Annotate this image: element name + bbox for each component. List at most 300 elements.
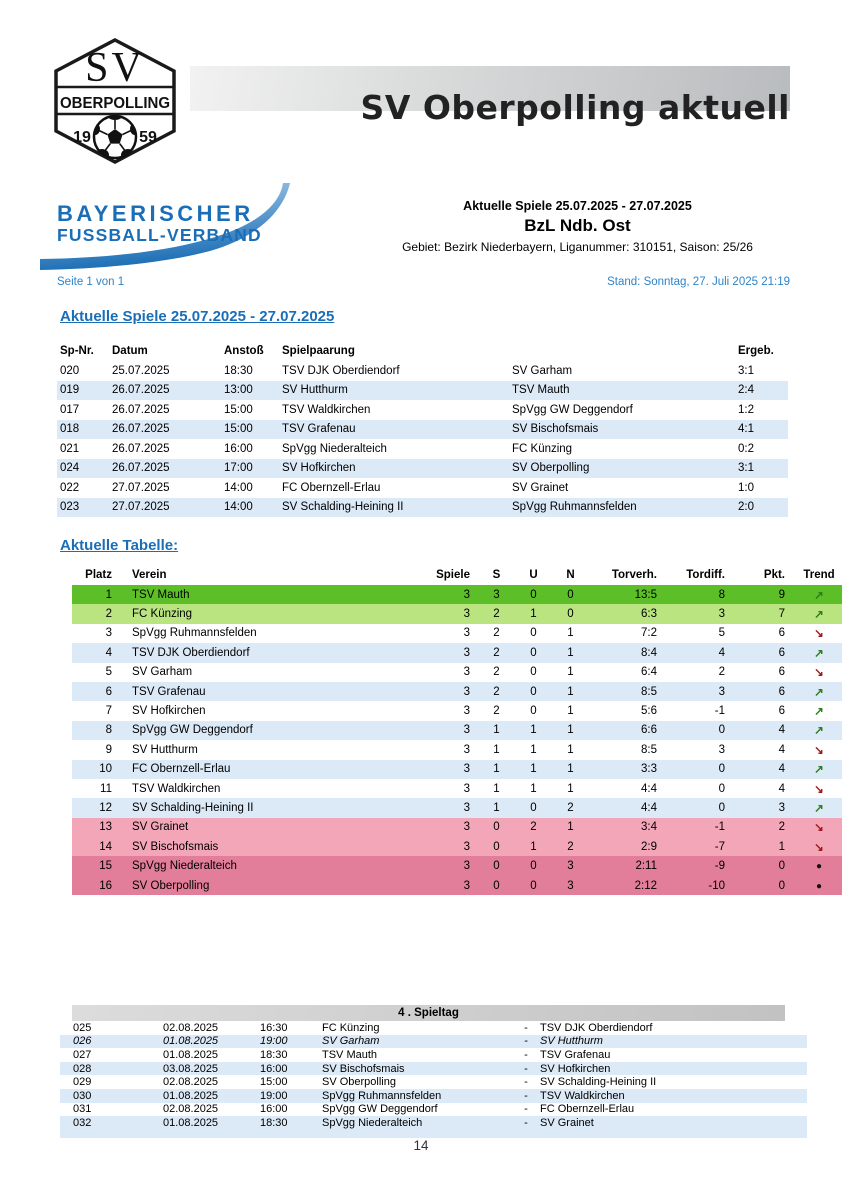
fixture-sep: - xyxy=(524,1116,528,1129)
league-row xyxy=(72,604,842,623)
match-heim: SV Schalding-Heining II xyxy=(282,501,404,514)
league-spiele: 3 xyxy=(463,821,470,834)
league-spiele: 3 xyxy=(463,685,470,698)
match-gast: SV Garham xyxy=(512,364,573,377)
match-anstoss: 14:00 xyxy=(224,481,253,494)
match-gast: SV Bischofsmais xyxy=(512,423,599,436)
league-row xyxy=(72,856,842,875)
trend-up-icon: ↗ xyxy=(814,802,824,815)
fixture-zeit: 19:00 xyxy=(260,1089,288,1102)
league-u: 2 xyxy=(530,821,537,834)
league-trend xyxy=(795,779,842,798)
trend-down-icon: ↘ xyxy=(814,628,824,641)
stand-timestamp: Stand: Sonntag, 27. Juli 2025 21:19 xyxy=(607,276,790,288)
match-gast: SpVgg Ruhmannsfelden xyxy=(512,501,637,514)
matches-table xyxy=(57,341,788,517)
league-platz: 2 xyxy=(105,608,112,621)
league-s: 2 xyxy=(493,608,500,621)
league-n: 2 xyxy=(567,840,574,853)
league-tordiff: 2 xyxy=(718,666,725,679)
league-s: 3 xyxy=(493,588,500,601)
league-platz: 13 xyxy=(99,821,112,834)
league-trend xyxy=(795,585,842,604)
league-s: 0 xyxy=(493,879,500,892)
league-platz: 5 xyxy=(105,666,112,679)
league-row xyxy=(72,837,842,856)
league-spiele: 3 xyxy=(463,801,470,814)
league-u: 0 xyxy=(530,627,537,640)
league-s: 0 xyxy=(493,821,500,834)
league-row xyxy=(72,643,842,662)
fixture-sep: - xyxy=(524,1048,528,1061)
fixture-sep: - xyxy=(524,1021,528,1034)
league-verein: FC Künzing xyxy=(132,608,193,621)
league-col-s: S xyxy=(492,569,501,581)
match-spnr: 019 xyxy=(60,384,80,397)
league-platz: 12 xyxy=(99,801,112,814)
league-col-torverh: Torverh. xyxy=(611,569,657,581)
league-verein: TSV DJK Oberdiendorf xyxy=(132,646,250,659)
fixture-heim: TSV Mauth xyxy=(322,1048,378,1061)
league-n: 1 xyxy=(567,724,574,737)
league-torverh: 8:5 xyxy=(641,685,657,698)
match-row xyxy=(57,439,788,459)
league-u: 1 xyxy=(530,782,537,795)
matches-col-datum: Datum xyxy=(112,345,148,357)
club-crest xyxy=(52,37,178,165)
trend-dot-icon: ● xyxy=(815,880,823,892)
league-u: 0 xyxy=(530,646,537,659)
fixture-sep: - xyxy=(524,1062,528,1075)
league-trend xyxy=(795,721,842,740)
league-tordiff: 4 xyxy=(718,646,725,659)
league-trend xyxy=(795,643,842,662)
bfv-wordmark-line1: BAYERISCHER xyxy=(57,201,254,226)
league-tordiff: -7 xyxy=(714,840,725,853)
fixture-zeit: 15:00 xyxy=(260,1076,288,1089)
league-spiele: 3 xyxy=(463,588,470,601)
league-header-meta: Gebiet: Bezirk Niederbayern, Liganummer: 310151, Saison: 25/26 xyxy=(402,240,753,254)
match-gast: SpVgg GW Deggendorf xyxy=(512,403,633,416)
fixture-datum: 02.08.2025 xyxy=(163,1021,219,1034)
bfv-header-block xyxy=(40,183,802,293)
league-spiele: 3 xyxy=(463,608,470,621)
bfv-wordmark-line2: FUSSBALL-VERBAND xyxy=(57,225,262,245)
league-n: 1 xyxy=(567,627,574,640)
league-header-name: BzL Ndb. Ost xyxy=(524,216,631,235)
league-trend xyxy=(795,624,842,643)
masthead-title: SV Oberpolling aktuell xyxy=(360,88,790,127)
league-u: 0 xyxy=(530,879,537,892)
league-pkt: 6 xyxy=(778,646,785,659)
league-platz: 6 xyxy=(105,685,112,698)
league-s: 1 xyxy=(493,763,500,776)
match-anstoss: 16:00 xyxy=(224,442,253,455)
fixture-row xyxy=(60,1116,807,1130)
league-platz: 4 xyxy=(105,646,112,659)
league-platz: 15 xyxy=(99,860,112,873)
fixtures-footer-stripe xyxy=(60,1130,807,1138)
league-n: 1 xyxy=(567,743,574,756)
league-tordiff: -9 xyxy=(714,860,725,873)
league-torverh: 2:9 xyxy=(641,840,657,853)
fixture-nr: 030 xyxy=(73,1089,92,1102)
league-s: 0 xyxy=(493,860,500,873)
fixture-row xyxy=(60,1075,807,1089)
league-n: 1 xyxy=(567,685,574,698)
league-col-platz: Platz xyxy=(85,569,112,581)
league-pkt: 6 xyxy=(778,666,785,679)
match-datum: 27.07.2025 xyxy=(112,481,170,494)
matchday-bar xyxy=(72,1005,785,1021)
match-gast: FC Künzing xyxy=(512,442,573,455)
league-verein: SV Hofkirchen xyxy=(132,705,206,718)
league-verein: SV Hutthurm xyxy=(132,743,198,756)
league-verein: SpVgg Niederalteich xyxy=(132,860,237,873)
match-heim: TSV Grafenau xyxy=(282,423,356,436)
league-n: 1 xyxy=(567,666,574,679)
fixture-zeit: 16:00 xyxy=(260,1062,288,1075)
league-tordiff: 3 xyxy=(718,608,725,621)
match-row xyxy=(57,361,788,381)
league-pkt: 6 xyxy=(778,685,785,698)
fixture-heim: SpVgg Ruhmannsfelden xyxy=(322,1089,442,1102)
match-row xyxy=(57,420,788,440)
fixture-datum: 01.08.2025 xyxy=(163,1116,219,1129)
fixture-datum: 01.08.2025 xyxy=(163,1089,219,1102)
league-pkt: 0 xyxy=(778,879,785,892)
league-s: 2 xyxy=(493,666,500,679)
league-trend xyxy=(795,604,842,623)
match-row xyxy=(57,400,788,420)
trend-up-icon: ↗ xyxy=(814,686,824,699)
league-row xyxy=(72,663,842,682)
fixtures-tbody xyxy=(60,1021,807,1130)
matches-col-spnr: Sp-Nr. xyxy=(60,345,94,357)
match-datum: 27.07.2025 xyxy=(112,501,170,514)
league-torverh: 2:12 xyxy=(634,879,657,892)
league-platz: 10 xyxy=(99,763,112,776)
league-verein: TSV Grafenau xyxy=(132,685,206,698)
match-anstoss: 15:00 xyxy=(224,423,253,436)
fixture-datum: 01.08.2025 xyxy=(163,1048,219,1061)
fixture-row xyxy=(60,1021,807,1035)
league-pkt: 7 xyxy=(778,608,785,621)
league-verein: SpVgg Ruhmannsfelden xyxy=(132,627,257,640)
match-anstoss: 14:00 xyxy=(224,501,253,514)
fixture-sep: - xyxy=(524,1076,528,1089)
league-col-spiele: Spiele xyxy=(436,569,470,581)
fixture-zeit: 19:00 xyxy=(260,1035,288,1048)
match-ergebnis: 1:0 xyxy=(738,481,754,494)
league-verein: SV Oberpolling xyxy=(132,879,210,892)
league-row xyxy=(72,585,842,604)
fixture-nr: 031 xyxy=(73,1103,92,1116)
league-u: 0 xyxy=(530,801,537,814)
league-tordiff: 3 xyxy=(718,743,725,756)
fixture-nr: 025 xyxy=(73,1021,92,1034)
league-header-daterange: Aktuelle Spiele 25.07.2025 - 27.07.2025 xyxy=(463,199,692,213)
match-spnr: 017 xyxy=(60,403,80,416)
league-trend xyxy=(795,856,842,875)
trend-down-icon: ↘ xyxy=(814,841,824,854)
league-s: 2 xyxy=(493,646,500,659)
league-tordiff: -10 xyxy=(708,879,725,892)
league-tordiff: 0 xyxy=(718,763,725,776)
league-platz: 11 xyxy=(100,782,112,795)
league-pkt: 4 xyxy=(778,763,785,776)
match-row xyxy=(57,478,788,498)
league-torverh: 3:3 xyxy=(641,763,657,776)
league-u: 1 xyxy=(530,608,537,621)
league-pkt: 3 xyxy=(778,801,785,814)
match-spnr: 018 xyxy=(60,423,80,436)
league-u: 0 xyxy=(530,705,537,718)
match-ergebnis: 1:2 xyxy=(738,403,754,416)
league-verein: SV Garham xyxy=(132,666,193,679)
league-u: 0 xyxy=(530,588,537,601)
league-spiele: 3 xyxy=(463,666,470,679)
match-anstoss: 13:00 xyxy=(224,384,253,397)
league-row xyxy=(72,740,842,759)
league-n: 0 xyxy=(567,588,574,601)
fixture-zeit: 18:30 xyxy=(260,1048,288,1061)
table-section-heading: Aktuelle Tabelle: xyxy=(60,537,179,554)
match-spnr: 023 xyxy=(60,501,80,514)
league-spiele: 3 xyxy=(463,879,470,892)
match-datum: 25.07.2025 xyxy=(112,364,170,377)
league-u: 1 xyxy=(530,724,537,737)
league-u: 0 xyxy=(530,860,537,873)
fixture-nr: 032 xyxy=(73,1116,92,1129)
league-torverh: 6:4 xyxy=(641,666,657,679)
fixture-nr: 026 xyxy=(73,1035,92,1048)
league-s: 2 xyxy=(493,705,500,718)
league-pkt: 2 xyxy=(778,821,785,834)
fixture-gast: SV Hofkirchen xyxy=(540,1062,611,1075)
league-verein: SV Grainet xyxy=(132,821,189,834)
fixture-gast: SV Grainet xyxy=(540,1116,594,1129)
league-tordiff: 8 xyxy=(718,588,725,601)
league-platz: 7 xyxy=(105,705,112,718)
league-header xyxy=(400,199,755,254)
league-s: 1 xyxy=(493,724,500,737)
trend-up-icon: ↗ xyxy=(814,706,824,719)
fixture-gast: TSV Waldkirchen xyxy=(540,1089,625,1102)
fixture-datum: 01.08.2025 xyxy=(163,1035,219,1048)
league-spiele: 3 xyxy=(463,724,470,737)
league-verein: SV Schalding-Heining II xyxy=(132,801,254,814)
league-pkt: 6 xyxy=(778,705,785,718)
league-row xyxy=(72,721,842,740)
match-ergebnis: 2:4 xyxy=(738,384,754,397)
league-trend xyxy=(795,837,842,856)
league-u: 1 xyxy=(530,840,537,853)
trend-dot-icon: ● xyxy=(815,861,823,873)
league-trend xyxy=(795,876,842,895)
match-gast: TSV Mauth xyxy=(512,384,570,397)
match-gast: SV Oberpolling xyxy=(512,462,590,475)
fixture-datum: 03.08.2025 xyxy=(163,1062,219,1075)
league-platz: 1 xyxy=(105,588,112,601)
league-col-tordiff: Tordiff. xyxy=(686,569,725,581)
league-verein: SpVgg GW Deggendorf xyxy=(132,724,253,737)
league-torverh: 3:4 xyxy=(641,821,657,834)
trend-down-icon: ↘ xyxy=(814,744,824,757)
trend-down-icon: ↘ xyxy=(814,667,824,680)
match-datum: 26.07.2025 xyxy=(112,403,170,416)
league-trend xyxy=(795,682,842,701)
match-ergebnis: 2:0 xyxy=(738,501,754,514)
match-datum: 26.07.2025 xyxy=(112,384,170,397)
trend-up-icon: ↗ xyxy=(814,764,824,777)
league-s: 1 xyxy=(493,801,500,814)
match-ergebnis: 4:1 xyxy=(738,423,754,436)
league-torverh: 4:4 xyxy=(641,782,657,795)
league-trend xyxy=(795,663,842,682)
league-pkt: 4 xyxy=(778,724,785,737)
crest-year-right: 59 xyxy=(139,129,157,146)
league-s: 1 xyxy=(493,743,500,756)
matches-col-anstoss: Anstoß xyxy=(224,345,264,357)
page-info: Seite 1 von 1 xyxy=(57,276,125,288)
league-torverh: 13:5 xyxy=(634,588,657,601)
match-spnr: 021 xyxy=(60,442,80,455)
league-row xyxy=(72,760,842,779)
matches-section-heading: Aktuelle Spiele 25.07.2025 - 27.07.2025 xyxy=(60,308,335,325)
league-tordiff: 3 xyxy=(718,685,725,698)
league-table xyxy=(72,565,842,895)
fixture-row xyxy=(60,1035,807,1049)
trend-up-icon: ↗ xyxy=(814,609,824,622)
league-tordiff: 0 xyxy=(718,801,725,814)
matchday-title: 4 . Spieltag xyxy=(398,1007,459,1019)
league-s: 2 xyxy=(493,627,500,640)
match-datum: 26.07.2025 xyxy=(112,423,170,436)
league-platz: 8 xyxy=(105,724,112,737)
match-row xyxy=(57,381,788,401)
matches-col-heim: Spielpaarung xyxy=(282,345,355,357)
league-row xyxy=(72,798,842,817)
league-n: 1 xyxy=(567,705,574,718)
match-row xyxy=(57,498,788,518)
league-pkt: 6 xyxy=(778,627,785,640)
crest-year-left: 19 xyxy=(73,129,91,146)
fixture-gast: SV Schalding-Heining II xyxy=(540,1076,657,1089)
league-torverh: 8:4 xyxy=(641,646,657,659)
league-n: 2 xyxy=(567,801,574,814)
fixture-row xyxy=(60,1103,807,1117)
league-row xyxy=(72,779,842,798)
league-torverh: 4:4 xyxy=(641,801,657,814)
match-datum: 26.07.2025 xyxy=(112,442,170,455)
league-pkt: 1 xyxy=(778,840,785,853)
league-row xyxy=(72,682,842,701)
fixture-row xyxy=(60,1089,807,1103)
league-n: 3 xyxy=(567,860,574,873)
league-torverh: 5:6 xyxy=(641,705,657,718)
fixture-sep: - xyxy=(524,1035,528,1048)
match-heim: TSV DJK Oberdiendorf xyxy=(282,364,400,377)
league-u: 1 xyxy=(530,743,537,756)
trend-up-icon: ↗ xyxy=(814,647,824,660)
fixture-zeit: 16:30 xyxy=(260,1021,288,1034)
trend-down-icon: ↘ xyxy=(814,822,824,835)
league-u: 1 xyxy=(530,763,537,776)
match-spnr: 024 xyxy=(60,462,80,475)
fixture-gast: SV Hutthurm xyxy=(540,1035,603,1048)
league-tordiff: 0 xyxy=(718,724,725,737)
league-n: 0 xyxy=(567,608,574,621)
league-s: 1 xyxy=(493,782,500,795)
league-spiele: 3 xyxy=(463,743,470,756)
league-n: 1 xyxy=(567,782,574,795)
league-n: 3 xyxy=(567,879,574,892)
crest-initials: SV xyxy=(85,45,145,91)
league-torverh: 2:11 xyxy=(635,860,657,873)
matches-col-ergebnis: Ergeb. xyxy=(738,345,774,357)
league-pkt: 9 xyxy=(778,588,785,601)
fixture-datum: 02.08.2025 xyxy=(163,1076,219,1089)
league-trend xyxy=(795,740,842,759)
league-row xyxy=(72,818,842,837)
league-tordiff: 5 xyxy=(718,627,725,640)
matches-col-gast xyxy=(512,341,738,361)
league-col-trend: Trend xyxy=(803,569,835,581)
league-trend xyxy=(795,701,842,720)
match-spnr: 020 xyxy=(60,364,80,377)
league-platz: 16 xyxy=(99,879,112,892)
league-spiele: 3 xyxy=(463,840,470,853)
match-gast: SV Grainet xyxy=(512,481,569,494)
match-datum: 26.07.2025 xyxy=(112,462,170,475)
league-platz: 3 xyxy=(105,627,112,640)
league-verein: TSV Waldkirchen xyxy=(132,782,221,795)
fixture-zeit: 16:00 xyxy=(260,1103,288,1116)
match-row xyxy=(57,459,788,479)
match-anstoss: 15:00 xyxy=(224,403,253,416)
league-col-pkt: Pkt. xyxy=(763,569,785,581)
fixture-zeit: 18:30 xyxy=(260,1116,288,1129)
league-tordiff: 0 xyxy=(718,782,725,795)
league-header-row xyxy=(72,565,842,585)
league-verein: SV Bischofsmais xyxy=(132,840,219,853)
league-spiele: 3 xyxy=(463,627,470,640)
fixture-heim: SV Bischofsmais xyxy=(322,1062,405,1075)
league-u: 0 xyxy=(530,685,537,698)
fixture-row xyxy=(60,1062,807,1076)
league-pkt: 4 xyxy=(778,743,785,756)
crest-club-name: OBERPOLLING xyxy=(60,95,170,112)
league-trend xyxy=(795,818,842,837)
league-tordiff: -1 xyxy=(714,705,725,718)
fixture-nr: 028 xyxy=(73,1062,92,1075)
match-ergebnis: 3:1 xyxy=(738,364,754,377)
league-torverh: 7:2 xyxy=(641,627,657,640)
league-n: 1 xyxy=(567,763,574,776)
match-ergebnis: 3:1 xyxy=(738,462,754,475)
fixture-nr: 027 xyxy=(73,1048,92,1061)
fixture-sep: - xyxy=(524,1103,528,1116)
fixture-sep: - xyxy=(524,1089,528,1102)
fixture-heim: SV Garham xyxy=(322,1035,380,1048)
fixture-heim: SV Oberpolling xyxy=(322,1076,396,1089)
fixture-heim: SpVgg Niederalteich xyxy=(322,1116,423,1129)
league-spiele: 3 xyxy=(463,860,470,873)
fixture-datum: 02.08.2025 xyxy=(163,1103,219,1116)
league-torverh: 8:5 xyxy=(641,743,657,756)
league-spiele: 3 xyxy=(463,646,470,659)
